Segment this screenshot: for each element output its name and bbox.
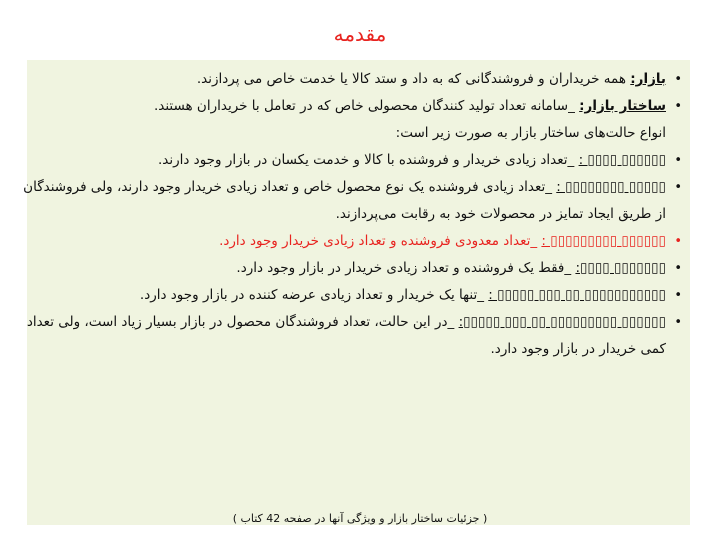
definition-market: همه خریداران و فروشندگانی که به داد و ستد کالا یا خدمت خاص می پردازند. xyxy=(196,71,626,87)
bullet-dot-icon: • xyxy=(674,261,682,276)
bullet-dot-icon: • xyxy=(674,99,682,114)
bullet-oligopoly xyxy=(20,228,682,255)
bullet-dot-icon: • xyxy=(674,72,682,87)
term-monopsony: ▯▯▯▯▯▯▯▯▯▯▯ ▯▯ ▯▯▯ ▯▯▯▯▯ : xyxy=(488,287,666,303)
definition-monopolistic-competition: _تعداد زیادی فروشنده یک نوع محصول خاص و تعداد زیادی خریدار وجود دارند، ولی فروشندگان از طریق ایجاد تمایز در محصولات خود به رقابت می‌پردازند. xyxy=(23,179,666,222)
definition-oligopoly: _تعداد معدودی فروشنده و تعداد زیادی خریدار وجود دارد. xyxy=(219,233,538,249)
bullet-dot-icon: • xyxy=(674,234,682,249)
term-oligopsony: ▯▯▯▯▯▯ ▯▯▯▯▯▯▯▯▯ ▯▯ ▯▯▯ ▯▯▯▯▯: xyxy=(458,314,666,330)
term-monopoly: ▯▯▯▯▯▯▯ ▯▯▯▯: xyxy=(575,260,666,276)
bullet-monopoly xyxy=(20,255,682,282)
bullet-perfect-competition xyxy=(20,147,682,174)
term-perfect-competition: ▯▯▯▯▯▯ ▯▯▯▯ : xyxy=(578,152,666,168)
bullet-dot-icon: • xyxy=(674,288,682,303)
term-oligopoly: ▯▯▯▯▯▯ ▯▯▯▯▯▯▯▯▯ : xyxy=(541,233,666,249)
definition-monopoly: _فقط یک فروشنده و تعداد زیادی خریدار در بازار وجود دارد. xyxy=(236,260,572,276)
bullet-monopolistic-competition xyxy=(20,174,682,228)
bullet-list xyxy=(20,66,682,363)
bullet-monopsony xyxy=(20,282,682,309)
footer-note: ( جزئیات ساختار بازار و ویژگی آنها در صفحه 42 کتاب ) xyxy=(232,512,488,525)
content-panel xyxy=(23,60,690,525)
bullet-oligopsony xyxy=(20,309,682,363)
slide-title: مقدمه xyxy=(333,22,387,46)
structure-types-intro: انواع حالت‌های ساختار بازار به صورت زیر است: xyxy=(395,125,666,141)
term-market: بازار: xyxy=(630,71,666,87)
definition-market-structure: _سامانه تعداد تولید کنندگان محصولی خاص که در تعامل با خریداران هستند. xyxy=(153,98,575,114)
definition-monopsony: _تنها یک خریدار و تعداد زیادی عرضه کننده در بازار وجود دارد. xyxy=(139,287,484,303)
term-market-structure: ساختار بازار: xyxy=(579,98,666,114)
term-monopolistic-competition: ▯▯▯▯▯ ▯▯▯▯▯▯▯▯ : xyxy=(556,179,666,195)
bullet-dot-icon: • xyxy=(674,180,682,195)
bullet-market-structure xyxy=(20,93,682,120)
bullet-dot-icon: • xyxy=(674,153,682,168)
definition-oligopsony: _در این حالت، تعداد فروشندگان محصول در بازار بسیار زیاد است، ولی تعداد کمی خریدار در بازار وجود دارد. xyxy=(26,314,666,357)
bullet-dot-icon: • xyxy=(674,315,682,330)
definition-perfect-competition: _تعداد زیادی خریدار و فروشنده با کالا و خدمت یکسان در بازار وجود دارند. xyxy=(157,152,575,168)
bullet-market xyxy=(20,66,682,93)
